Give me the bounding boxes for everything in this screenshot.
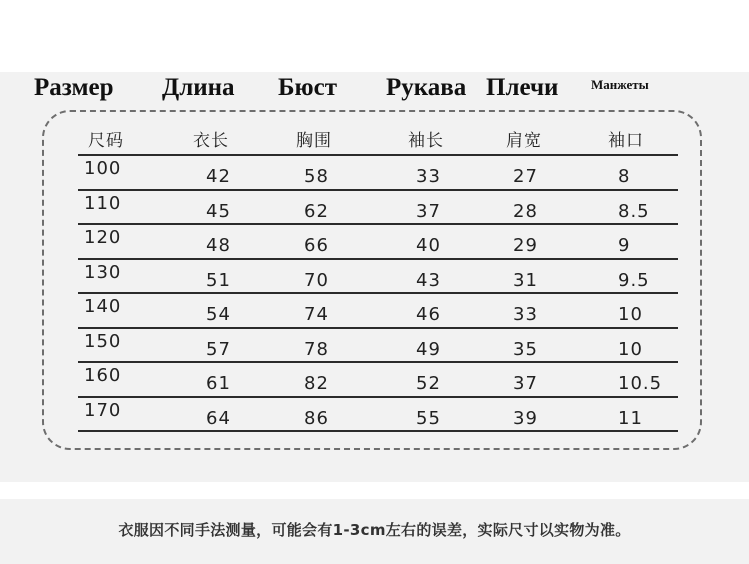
cell-length: 54: [206, 304, 231, 325]
header-cuffs: Манжеты: [591, 77, 649, 92]
cell-length: 48: [206, 235, 231, 256]
cell-length: 57: [206, 338, 231, 360]
table-row: [78, 156, 678, 191]
cell-chest: 62: [304, 200, 329, 222]
cell-shoulder: 27: [513, 166, 538, 187]
cell-size: 170: [84, 399, 122, 421]
cell-sleeve: 37: [416, 200, 441, 222]
table-row: [78, 225, 678, 260]
cell-shoulder: 33: [513, 304, 538, 325]
col-header-chest: 胸围: [296, 131, 332, 151]
col-header-shoulder: 肩宽: [506, 131, 542, 151]
header-size: Размер: [34, 74, 114, 101]
cell-cuff: 10.5: [618, 373, 663, 394]
cell-chest: 82: [304, 373, 329, 394]
cell-size: 110: [84, 192, 122, 214]
cell-size: 130: [84, 261, 122, 283]
col-header-length: 衣长: [193, 131, 229, 151]
table-header-row: [78, 120, 678, 156]
cell-cuff: 8.5: [618, 200, 650, 222]
col-header-sleeve: 袖长: [408, 131, 444, 151]
cell-cuff: 8: [618, 166, 631, 187]
table-row: [78, 294, 678, 329]
table-row: [78, 260, 678, 295]
cell-sleeve: 43: [416, 269, 441, 291]
cell-shoulder: 28: [513, 200, 538, 222]
header-sleeve: Рукава: [386, 74, 467, 101]
cell-length: 61: [206, 373, 231, 394]
cell-size: 100: [84, 158, 122, 179]
cell-size: 140: [84, 296, 122, 317]
cell-size: 150: [84, 330, 122, 352]
header-length: Длина: [162, 74, 235, 101]
table-row: [78, 398, 678, 433]
cell-shoulder: 31: [513, 269, 538, 291]
cell-chest: 70: [304, 269, 329, 291]
header-bust: Бюст: [278, 74, 338, 101]
cell-cuff: 11: [618, 407, 643, 429]
table-row: [78, 363, 678, 398]
size-table: [78, 120, 678, 432]
cell-length: 51: [206, 269, 231, 291]
cell-sleeve: 55: [416, 407, 441, 429]
cell-chest: 66: [304, 235, 329, 256]
cell-cuff: 10: [618, 338, 643, 360]
cell-sleeve: 33: [416, 166, 441, 187]
cell-size: 120: [84, 227, 122, 248]
cell-shoulder: 39: [513, 407, 538, 429]
header-shoulders: Плечи: [486, 74, 559, 101]
cell-sleeve: 40: [416, 235, 441, 256]
cell-shoulder: 35: [513, 338, 538, 360]
cell-shoulder: 29: [513, 235, 538, 256]
cell-chest: 86: [304, 407, 329, 429]
cell-sleeve: 49: [416, 338, 441, 360]
cell-cuff: 10: [618, 304, 643, 325]
cell-length: 45: [206, 200, 231, 222]
cell-length: 42: [206, 166, 231, 187]
col-header-size: 尺码: [88, 131, 124, 151]
table-row: [78, 329, 678, 364]
cell-cuff: 9.5: [618, 269, 650, 291]
cell-sleeve: 46: [416, 304, 441, 325]
cell-shoulder: 37: [513, 373, 538, 394]
col-header-cuff: 袖口: [608, 131, 644, 151]
table-row: [78, 191, 678, 226]
cell-chest: 74: [304, 304, 329, 325]
cell-sleeve: 52: [416, 373, 441, 394]
cell-size: 160: [84, 365, 122, 386]
cell-cuff: 9: [618, 235, 631, 256]
cell-chest: 58: [304, 166, 329, 187]
measurement-note: 衣服因不同手法测量，可能会有1-3cm左右的误差，实际尺寸以实物为准。: [118, 521, 631, 539]
cell-length: 64: [206, 407, 231, 429]
cell-chest: 78: [304, 338, 329, 360]
